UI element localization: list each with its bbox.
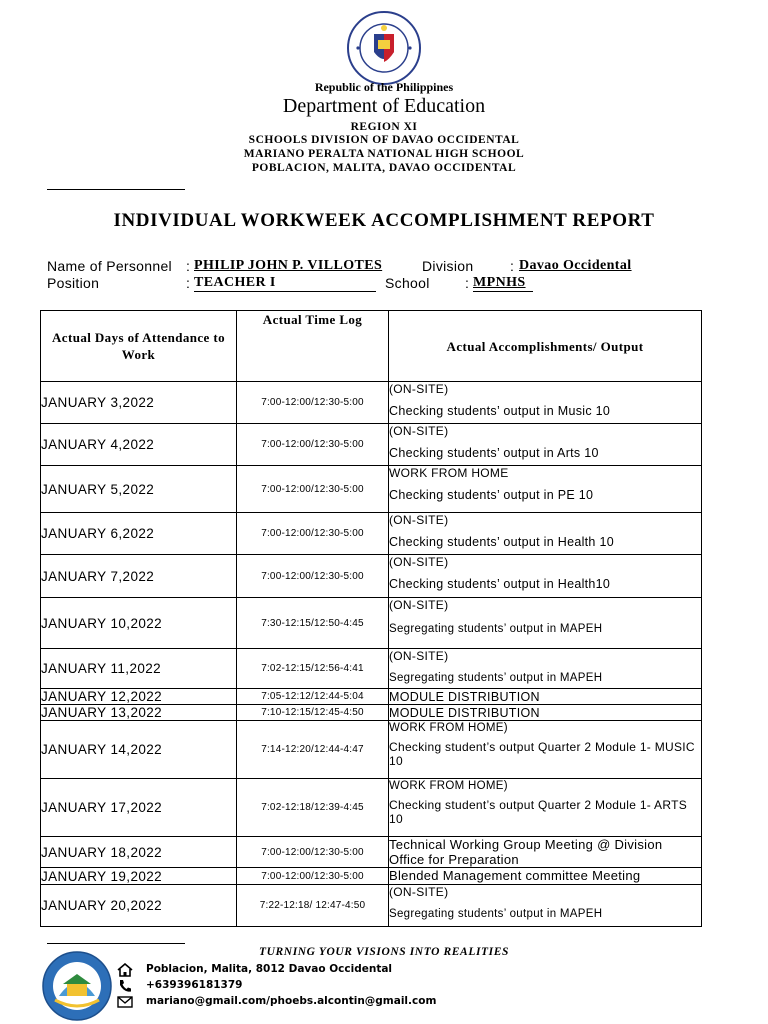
row-date: JANUARY 4,2022 <box>41 424 237 466</box>
position-colon: : <box>186 275 191 291</box>
header-accomplishments: Actual Accomplishments/ Output <box>389 311 702 382</box>
row-time: 7:22-12:18/ 12:47-4:50 <box>237 885 389 927</box>
row-task: Checking student’s output Quarter 2 Module 1- ARTS 10 <box>389 798 688 826</box>
division-line: SCHOOLS DIVISION OF DAVAO OCCIDENTAL <box>248 134 520 146</box>
row-accomplishment <box>389 779 702 837</box>
phone-icon <box>117 979 133 993</box>
footer-motto: TURNING YOUR VISIONS INTO REALITIES <box>259 946 509 958</box>
department-line: Department of Education <box>282 95 486 117</box>
deped-seal-logo <box>340 10 428 86</box>
row-date: JANUARY 10,2022 <box>41 598 237 649</box>
table-row <box>41 424 702 466</box>
table-row <box>41 598 702 649</box>
email-icon <box>117 995 133 1009</box>
header-time: Actual Time Log <box>237 311 389 382</box>
row-status: (ON-SITE) <box>389 424 449 438</box>
table-row <box>41 466 702 513</box>
position-value: TEACHER I <box>194 275 276 290</box>
row-task: Checking students’ output in Health 10 <box>389 535 614 549</box>
row-time: 7:00-12:00/12:30-5:00 <box>237 837 389 868</box>
school-line: MARIANO PERALTA NATIONAL HIGH SCHOOL <box>243 148 525 160</box>
table-row <box>41 689 702 705</box>
row-accomplishment <box>389 513 702 555</box>
table-row <box>41 382 702 424</box>
table-row <box>41 705 702 721</box>
name-value: PHILIP JOHN P. VILLOTES <box>194 258 383 273</box>
row-date: JANUARY 6,2022 <box>41 513 237 555</box>
row-task: Checking students’ output in Music 10 <box>389 404 611 418</box>
name-label: Name of Personnel <box>47 258 172 274</box>
row-task: Segregating students’ output in MAPEH <box>389 623 603 635</box>
row-time: 7:00-12:00/12:30-5:00 <box>237 555 389 598</box>
table-row <box>41 555 702 598</box>
row-status: (ON-SITE) <box>389 555 449 569</box>
row-accomplishment <box>389 721 702 779</box>
row-status: WORK FROM HOME) <box>389 722 508 734</box>
row-date: JANUARY 7,2022 <box>41 555 237 598</box>
row-accomplishment <box>389 649 702 689</box>
row-date: JANUARY 5,2022 <box>41 466 237 513</box>
position-underline <box>194 291 376 292</box>
row-date: JANUARY 3,2022 <box>41 382 237 424</box>
table-row <box>41 513 702 555</box>
school-value: MPNHS <box>473 275 526 290</box>
school-logo <box>38 950 116 1022</box>
row-status: (ON-SITE) <box>389 598 449 612</box>
row-accomplishment <box>389 885 702 927</box>
row-status: WORK FROM HOME <box>389 466 509 480</box>
row-time: 7:00-12:00/12:30-5:00 <box>237 513 389 555</box>
row-accomplishment: Blended Management committee Meeting <box>389 868 702 885</box>
row-time: 7:30-12:15/12:50-4:45 <box>237 598 389 649</box>
row-status: (ON-SITE) <box>389 513 449 527</box>
row-task: Checking students’ output in PE 10 <box>389 488 594 502</box>
row-date: JANUARY 14,2022 <box>41 721 237 779</box>
row-accomplishment <box>389 424 702 466</box>
row-date: JANUARY 13,2022 <box>41 705 237 721</box>
row-date: JANUARY 17,2022 <box>41 779 237 837</box>
row-task: Segregating students’ output in MAPEH <box>389 908 603 920</box>
row-time: 7:02-12:18/12:39-4:45 <box>237 779 389 837</box>
row-task: Checking students’ output in Health10 <box>389 577 611 591</box>
row-date: JANUARY 11,2022 <box>41 649 237 689</box>
row-task: Checking student’s output Quarter 2 Module 1- MUSIC 10 <box>389 740 695 768</box>
address-line: POBLACION, MALITA, DAVAO OCCIDENTAL <box>251 162 517 174</box>
header-divider <box>47 189 185 190</box>
row-date: JANUARY 12,2022 <box>41 689 237 705</box>
row-time: 7:00-12:00/12:30-5:00 <box>237 466 389 513</box>
name-colon: : <box>186 258 191 274</box>
division-colon: : <box>510 258 515 274</box>
row-time: 7:00-12:00/12:30-5:00 <box>237 382 389 424</box>
table-row <box>41 721 702 779</box>
school-colon: : <box>465 275 470 291</box>
republic-line: Republic of the Philippines <box>314 80 454 94</box>
region-line: REGION XI <box>350 121 418 133</box>
row-time: 7:02-12:15/12:56-4:41 <box>237 649 389 689</box>
row-date: JANUARY 18,2022 <box>41 837 237 868</box>
row-time: 7:00-12:00/12:30-5:00 <box>237 424 389 466</box>
row-date: JANUARY 20,2022 <box>41 885 237 927</box>
report-title: INDIVIDUAL WORKWEEK ACCOMPLISHMENT REPORT <box>113 210 655 231</box>
row-status: WORK FROM HOME) <box>389 780 508 792</box>
row-time: 7:14-12:20/12:44-4:47 <box>237 721 389 779</box>
table-row <box>41 779 702 837</box>
row-task: Segregating students’ output in MAPEH <box>389 672 603 684</box>
row-time: 7:00-12:00/12:30-5:00 <box>237 868 389 885</box>
row-status: (ON-SITE) <box>389 885 449 899</box>
division-label: Division <box>422 258 474 274</box>
table-row <box>41 885 702 927</box>
table-row <box>41 837 702 868</box>
row-accomplishment <box>389 598 702 649</box>
school-underline <box>473 291 533 292</box>
row-accomplishment <box>389 555 702 598</box>
row-date: JANUARY 19,2022 <box>41 868 237 885</box>
row-accomplishment: Technical Working Group Meeting @ Division Office for Preparation <box>389 837 702 868</box>
table-row <box>41 868 702 885</box>
row-status: (ON-SITE) <box>389 649 449 663</box>
division-value: Davao Occidental <box>519 258 632 273</box>
school-label: School <box>385 275 430 291</box>
header-days: Actual Days of Attendance to Work <box>41 311 237 382</box>
row-accomplishment: MODULE DISTRIBUTION <box>389 705 702 721</box>
row-status: (ON-SITE) <box>389 382 449 396</box>
row-time: 7:05-12:12/12:44-5:04 <box>237 689 389 705</box>
row-accomplishment <box>389 466 702 513</box>
table-row <box>41 649 702 689</box>
row-time: 7:10-12:15/12:45-4:50 <box>237 705 389 721</box>
row-accomplishment: MODULE DISTRIBUTION <box>389 689 702 705</box>
footer-email: mariano@gmail.com/phoebs.alcontin@gmail.com <box>146 995 437 1007</box>
footer-phone: +639396181379 <box>146 979 243 991</box>
accomplishment-table <box>40 310 702 927</box>
footer-address: Poblacion, Malita, 8012 Davao Occidental <box>146 963 393 975</box>
footer-divider <box>47 943 185 944</box>
row-accomplishment <box>389 382 702 424</box>
row-task: Checking students’ output in Arts 10 <box>389 446 599 460</box>
position-label: Position <box>47 275 100 291</box>
home-icon <box>117 963 133 977</box>
